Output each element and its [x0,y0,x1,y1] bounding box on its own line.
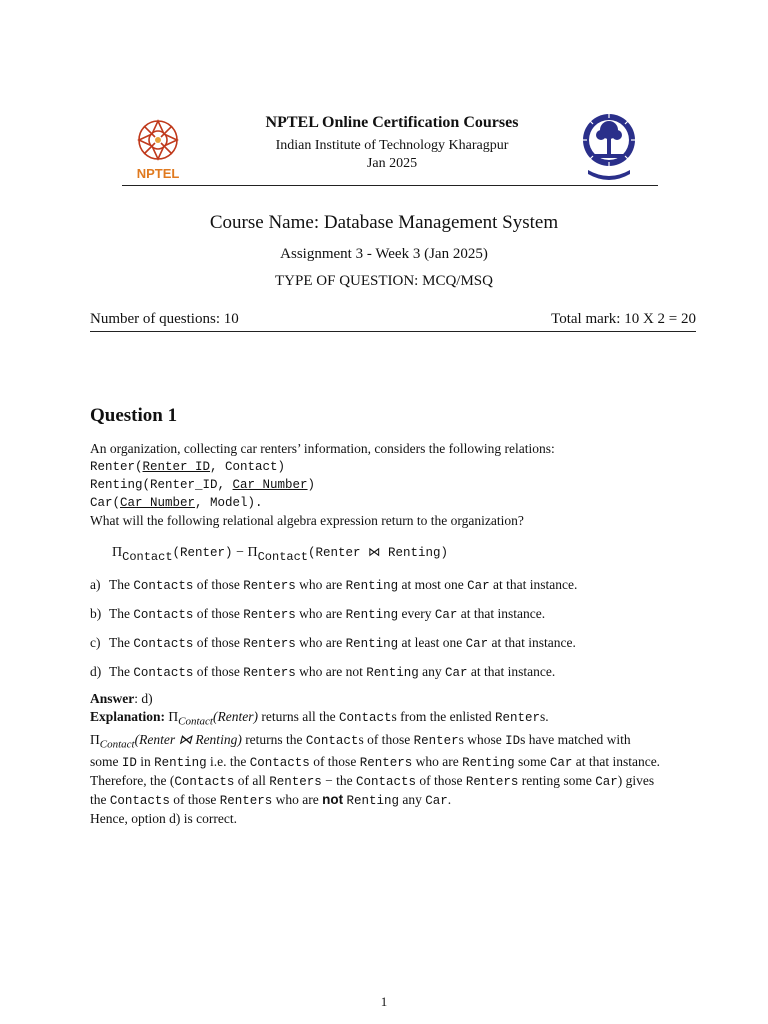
page-header [122,108,658,186]
page-number: 1 [380,994,388,1009]
iit-kharagpur-seal [578,110,640,182]
relation-car: Car(Car_Number, Model). [90,496,263,510]
number-of-questions: Number of questions: 10 [90,311,239,327]
option-a: a) The Contacts of those Renters who are Renting at most one Car at that instance. [90,577,578,593]
total-mark: Total mark: 10 X 2 = 20 [551,311,696,327]
option-d: d) The Contacts of those Renters who are not Renting any Car at that instance. [90,664,556,680]
svg-text:NPTEL: NPTEL [136,166,180,181]
relation-renting: Renting(Renter_ID, Car_Number) [90,478,316,492]
nptel-logo [122,110,194,184]
question-heading: Question 1 [90,405,178,426]
header-text [232,114,552,172]
explanation-line-5: the Contacts of those Renters who are not Renting any Car. [90,792,452,809]
header-title: NPTEL Online Certification Courses [265,114,519,131]
question-prompt: What will the following relational algebra expression return to the organization? [90,513,524,528]
assignment-title: Assignment 3 - Week 3 (Jan 2025) [280,246,488,262]
explanation-line-4: Therefore, the (Contacts of all Renters − the Contacts of those Renters renting some Car) gives [90,773,655,790]
answer-section [90,690,700,828]
header-rule [122,185,658,186]
answer-line: Answer: d) [90,691,153,706]
option-c: c) The Contacts of those Renters who are Renting at least one Car at that instance. [90,635,576,651]
question-type: TYPE OF QUESTION: MCQ/MSQ [275,273,493,289]
conclusion-line: Hence, option d) is correct. [90,811,237,827]
explanation-line-3: some ID in Renting i.e. the Contacts of those Renters who are Renting some Car at that instance. [90,754,661,771]
explanation-line-2: $\Pi_{Contact}(Renter$ ⋈ Renting) returns the Contacts of those Renters whose IDs have matched with [90,731,631,751]
course-name: Course Name: Database Management System [209,212,559,233]
relation-renter: Renter(Renter_ID, Contact) [90,460,286,474]
option-b: b) The Contacts of those Renters who are Renting every Car at that instance. [90,606,546,622]
relational-algebra-expression: $\Pi_{Contact}(Renter)$ − $\Pi_{Contact}(Renter$ ⋈ Renting) [112,545,449,564]
question-intro [90,440,700,530]
meta-row [90,311,696,332]
intro-text: An organization, collecting car renters’ information, considers the following relations: [90,441,555,456]
header-date: Jan 2025 [366,156,418,171]
header-institute: Indian Institute of Technology Kharagpur [275,138,509,153]
explanation-line-1: Explanation: $\Pi_{Contact}(Renter)$ returns all the Contacts from the enlisted Renters. [90,709,549,728]
